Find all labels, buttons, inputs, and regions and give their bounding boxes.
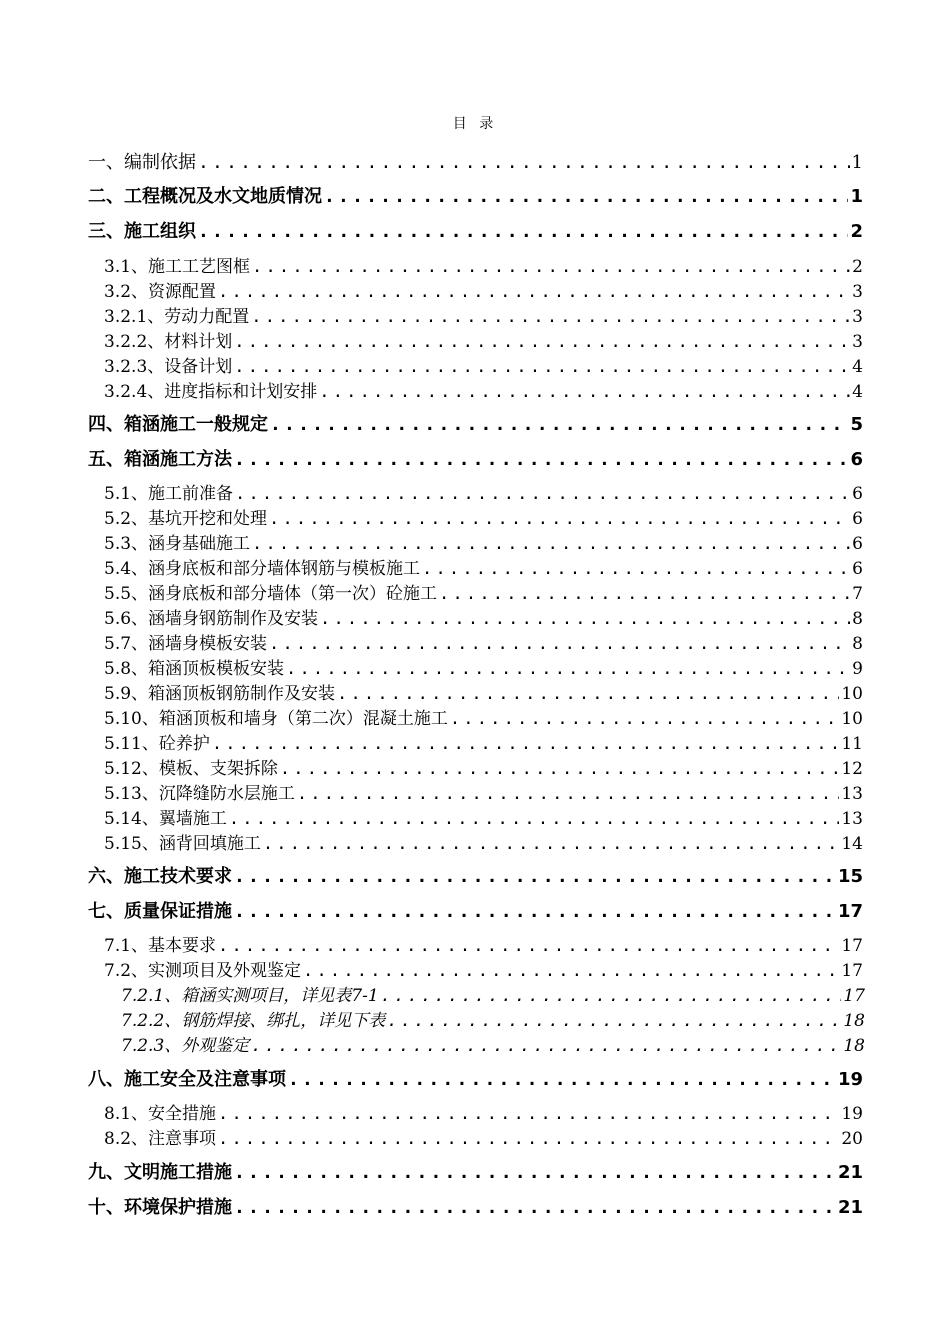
toc-entry-page: 6 [852, 509, 863, 529]
toc-entry[interactable] [104, 252, 863, 277]
dot-leader [232, 449, 848, 470]
toc-entry-page: 17 [841, 961, 863, 981]
dot-leader [322, 186, 848, 207]
toc-entry-page: 13 [841, 784, 863, 804]
toc-entry-page: 14 [841, 834, 863, 854]
toc-entry-page: 19 [841, 1104, 863, 1124]
toc-entry-page: 10 [841, 709, 863, 729]
toc-entry[interactable] [88, 410, 863, 436]
dot-leader [233, 484, 850, 504]
toc-entry-page: 20 [841, 1129, 863, 1149]
toc-entry[interactable] [88, 1065, 863, 1091]
toc-entry-label: 一、编制依据 [88, 152, 196, 173]
toc-entry-label: 5.7、涵墙身模板安装 [104, 634, 268, 654]
toc-entry-page: 21 [837, 1197, 863, 1218]
toc-entry-page: 2 [852, 257, 863, 277]
dot-leader [295, 784, 840, 804]
toc-entry-page: 1 [851, 152, 863, 173]
toc-entry[interactable] [104, 479, 863, 504]
toc-entry-label: 5.14、翼墙施工 [104, 809, 227, 829]
toc-entry[interactable] [104, 554, 863, 579]
toc-entry-page: 6 [852, 559, 863, 579]
dot-leader [216, 936, 839, 956]
toc-entry-page: 18 [843, 1011, 865, 1031]
dot-leader [268, 414, 848, 435]
toc-entry-label: 7.1、基本要求 [104, 936, 217, 956]
toc-entry[interactable] [104, 579, 863, 604]
toc-entry[interactable] [88, 862, 863, 888]
toc-entry[interactable] [104, 679, 863, 704]
toc-entry-label: 8.1、安全措施 [104, 1104, 217, 1124]
dot-leader [232, 1197, 836, 1218]
toc-entry[interactable] [104, 352, 863, 377]
toc-entry[interactable] [104, 779, 863, 804]
toc-entry-page: 4 [852, 357, 863, 377]
toc-entry[interactable] [104, 804, 863, 829]
dot-leader [232, 357, 850, 377]
dot-leader [232, 866, 836, 887]
dot-leader [250, 534, 850, 554]
toc-entry-label: 8.2、注意事项 [104, 1129, 217, 1149]
dot-leader [385, 1011, 841, 1031]
dot-leader [301, 961, 839, 981]
toc-entry-label: 5.4、涵身底板和部分墙体钢筋与模板施工 [104, 559, 421, 579]
toc-entry-label: 5.9、箱涵顶板钢筋制作及安装 [104, 684, 336, 704]
toc-entry[interactable] [104, 704, 863, 729]
toc-entry[interactable] [104, 629, 863, 654]
toc-entry[interactable] [88, 182, 863, 208]
toc-entry-label: 5.10、箱涵顶板和墙身（第二次）混凝土施工 [104, 709, 448, 729]
toc-entry-label: 四、箱涵施工一般规定 [88, 414, 268, 435]
toc-entry-label: 5.12、模板、支架拆除 [104, 759, 278, 779]
toc-entry-page: 1 [850, 186, 863, 207]
toc-entry-page: 6 [852, 534, 863, 554]
toc-entry-page: 7 [852, 584, 863, 604]
toc-entry[interactable] [104, 956, 863, 981]
dot-leader [317, 382, 850, 402]
dot-leader [286, 1069, 836, 1090]
toc-entry-page: 8 [852, 609, 863, 629]
toc-entry-label: 7.2.3、外观鉴定 [121, 1036, 250, 1056]
toc-entry-label: 7.2.2、钢筋焊接、绑扎，详见下表 [121, 1011, 386, 1031]
toc-entry[interactable] [104, 729, 863, 754]
toc-entry-label: 5.6、涵墙身钢筋制作及安装 [104, 609, 319, 629]
dot-leader [210, 734, 840, 754]
dot-leader [278, 759, 840, 779]
toc-entry-page: 3 [852, 307, 863, 327]
toc-entry-page: 3 [852, 282, 863, 302]
toc-entry-page: 10 [841, 684, 863, 704]
toc-entry-label: 3.2.2、材料计划 [104, 332, 233, 352]
dot-leader [249, 1036, 841, 1056]
toc-entry-label: 5.5、涵身底板和部分墙体（第一次）砼施工 [104, 584, 438, 604]
toc-entry[interactable] [104, 1099, 863, 1124]
dot-leader [232, 332, 850, 352]
dot-leader [232, 1162, 836, 1183]
toc-entry-label: 3.2.4、进度指标和计划安排 [104, 382, 318, 402]
toc-entry-label: 5.2、基坑开挖和处理 [104, 509, 268, 529]
toc-entry[interactable] [104, 327, 863, 352]
toc-entry-label: 5.15、涵背回填施工 [104, 834, 261, 854]
dot-leader [249, 307, 850, 327]
dot-leader [227, 809, 840, 829]
dot-leader [437, 584, 850, 604]
toc-entry-page: 8 [852, 634, 863, 654]
toc-entry-page: 17 [841, 936, 863, 956]
toc-entry[interactable] [104, 654, 863, 679]
toc-entry-label: 3.2、资源配置 [104, 282, 217, 302]
toc-entry[interactable] [104, 1124, 863, 1149]
toc-entry-label: 十、环境保护措施 [88, 1197, 232, 1218]
toc-entry-page: 11 [841, 734, 863, 754]
toc-entry[interactable] [88, 445, 863, 471]
toc-entry-label: 九、文明施工措施 [88, 1162, 232, 1183]
toc-entry-label: 五、箱涵施工方法 [88, 449, 232, 470]
toc-entry-page: 3 [852, 332, 863, 352]
toc-entry-label: 八、施工安全及注意事项 [88, 1069, 286, 1090]
toc-entry-label: 7.2、实测项目及外观鉴定 [104, 961, 302, 981]
toc-entry[interactable] [104, 377, 863, 402]
dot-leader [196, 221, 848, 242]
toc-entry-label: 5.8、箱涵顶板模板安装 [104, 659, 285, 679]
toc-entry[interactable] [104, 754, 863, 779]
dot-leader [196, 152, 850, 173]
toc-entry-page: 5 [850, 414, 863, 435]
toc-entry-page: 19 [837, 1069, 863, 1090]
toc-entry[interactable] [88, 1158, 863, 1184]
toc-entry-page: 17 [843, 986, 865, 1006]
toc-entry-page: 4 [852, 382, 863, 402]
toc-entry[interactable] [104, 277, 863, 302]
toc-entry-label: 七、质量保证措施 [88, 901, 232, 922]
toc-entry-page: 6 [852, 484, 863, 504]
toc-entry[interactable] [88, 217, 863, 243]
toc-entry[interactable] [121, 1031, 865, 1056]
toc-entry-page: 21 [837, 1162, 863, 1183]
toc-entry-label: 六、施工技术要求 [88, 866, 232, 887]
dot-leader [250, 257, 850, 277]
dot-leader [216, 1129, 839, 1149]
toc-entry-label: 三、施工组织 [88, 221, 196, 242]
toc-entry-page: 12 [841, 759, 863, 779]
toc-entry[interactable] [104, 931, 863, 956]
dot-leader [232, 901, 836, 922]
toc-entry[interactable] [104, 829, 863, 854]
toc-entry-label: 5.13、沉降缝防水层施工 [104, 784, 295, 804]
dot-leader [267, 509, 850, 529]
toc-entry-label: 3.2.1、劳动力配置 [104, 307, 250, 327]
dot-leader [284, 659, 850, 679]
toc-entry-label: 7.2.1、箱涵实测项目，详见表7-1 [121, 986, 379, 1006]
toc-entry[interactable] [104, 604, 863, 629]
toc-entry[interactable] [121, 1006, 865, 1031]
toc-entry-label: 3.2.3、设备计划 [104, 357, 233, 377]
toc-entry[interactable] [121, 981, 865, 1006]
toc-entry[interactable] [88, 148, 863, 174]
dot-leader [216, 1104, 839, 1124]
toc-entry-page: 15 [837, 866, 863, 887]
dot-leader [420, 559, 850, 579]
toc-entry[interactable] [88, 897, 863, 923]
dot-leader [216, 282, 850, 302]
toc-entry-label: 5.3、涵身基础施工 [104, 534, 251, 554]
toc-entry-page: 9 [852, 659, 863, 679]
dot-leader [379, 986, 842, 1006]
toc-entry[interactable] [104, 504, 863, 529]
dot-leader [335, 684, 839, 704]
dot-leader [448, 709, 840, 729]
toc-entry[interactable] [104, 302, 863, 327]
dot-leader [267, 634, 850, 654]
toc-entry-page: 13 [841, 809, 863, 829]
toc-entry-page: 17 [837, 901, 863, 922]
toc-entry-page: 2 [850, 221, 863, 242]
toc-entry-label: 二、工程概况及水文地质情况 [88, 186, 322, 207]
dot-leader [261, 834, 840, 854]
toc-entry[interactable] [88, 1193, 863, 1219]
toc-title: 目 录 [452, 116, 498, 132]
toc-entry-page: 18 [843, 1036, 865, 1056]
toc-entry-label: 3.1、施工工艺图框 [104, 257, 251, 277]
toc-entry[interactable] [104, 529, 863, 554]
toc-entry-page: 6 [850, 449, 863, 470]
dot-leader [318, 609, 850, 629]
toc-entry-label: 5.11、砼养护 [104, 734, 210, 754]
toc-entry-label: 5.1、施工前准备 [104, 484, 234, 504]
